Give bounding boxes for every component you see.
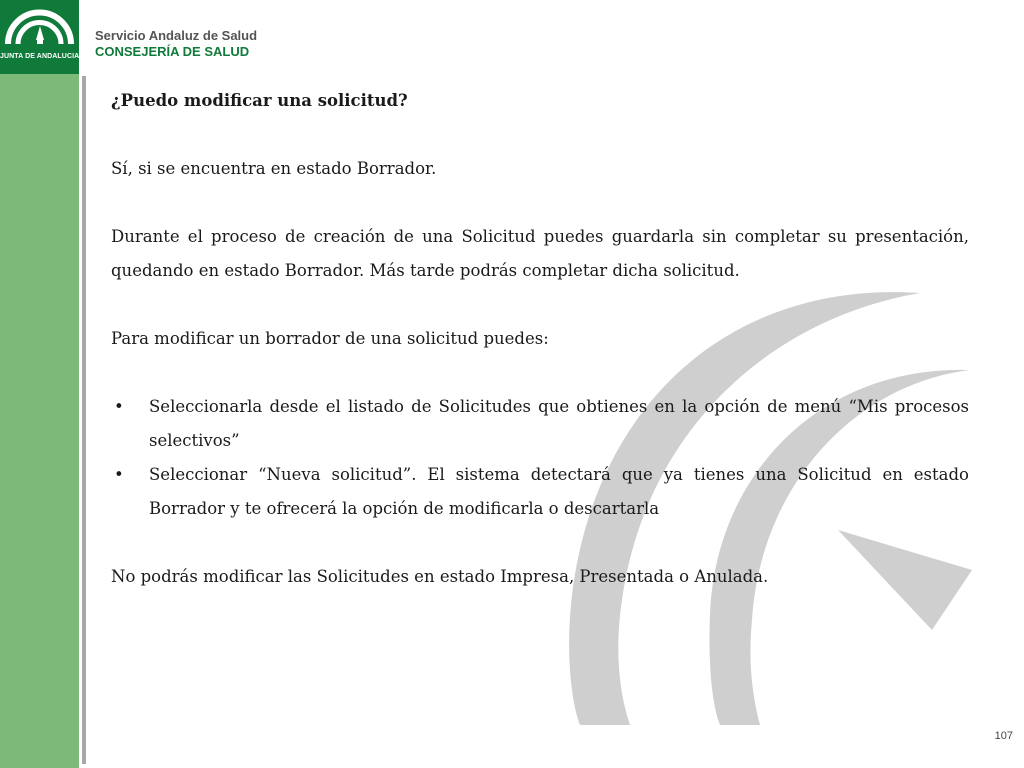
- junta-logo: [0, 0, 79, 74]
- bullet-text: Seleccionarla desde el listado de Solicitudes que obtienes en la opción de menú “Mis procesos selectivos”: [149, 397, 969, 450]
- organization-name: [95, 28, 257, 60]
- logo-caption: JUNTA DE ANDALUCIA: [0, 53, 80, 60]
- bullet-list: [111, 390, 969, 526]
- org-line-2: CONSEJERÍA DE SALUD: [95, 44, 250, 59]
- list-item: [111, 390, 969, 458]
- page-number: 107: [994, 730, 1013, 742]
- org-line-1: Servicio Andaluz de Salud: [95, 28, 258, 43]
- paragraph-4: No podrás modificar las Solicitudes en estado Impresa, Presentada o Anulada.: [111, 567, 769, 586]
- paragraph-2: Durante el proceso de creación de una Solicitud puedes guardarla sin completar su presentación, quedando en estado Borrador. Más tarde podrás completar dicha solicitud.: [111, 227, 969, 280]
- paragraph-1: Sí, si se encuentra en estado Borrador.: [111, 159, 437, 178]
- paragraph-3: Para modificar un borrador de una solicitud puedes:: [111, 329, 549, 348]
- list-item: [111, 458, 969, 526]
- slide-content: [111, 84, 969, 594]
- slide-title: ¿Puedo modificar una solicitud?: [111, 91, 408, 110]
- junta-arch-icon: [0, 0, 79, 56]
- bullet-icon: •: [114, 465, 124, 484]
- bullet-text: Seleccionar “Nueva solicitud”. El sistema detectará que ya tienes una Solicitud en estado Borrador y te ofrecerá la opción de modificarla o descartarla: [149, 465, 969, 518]
- bullet-icon: •: [114, 397, 124, 416]
- vertical-divider: [82, 76, 86, 764]
- left-green-bar: [0, 0, 79, 768]
